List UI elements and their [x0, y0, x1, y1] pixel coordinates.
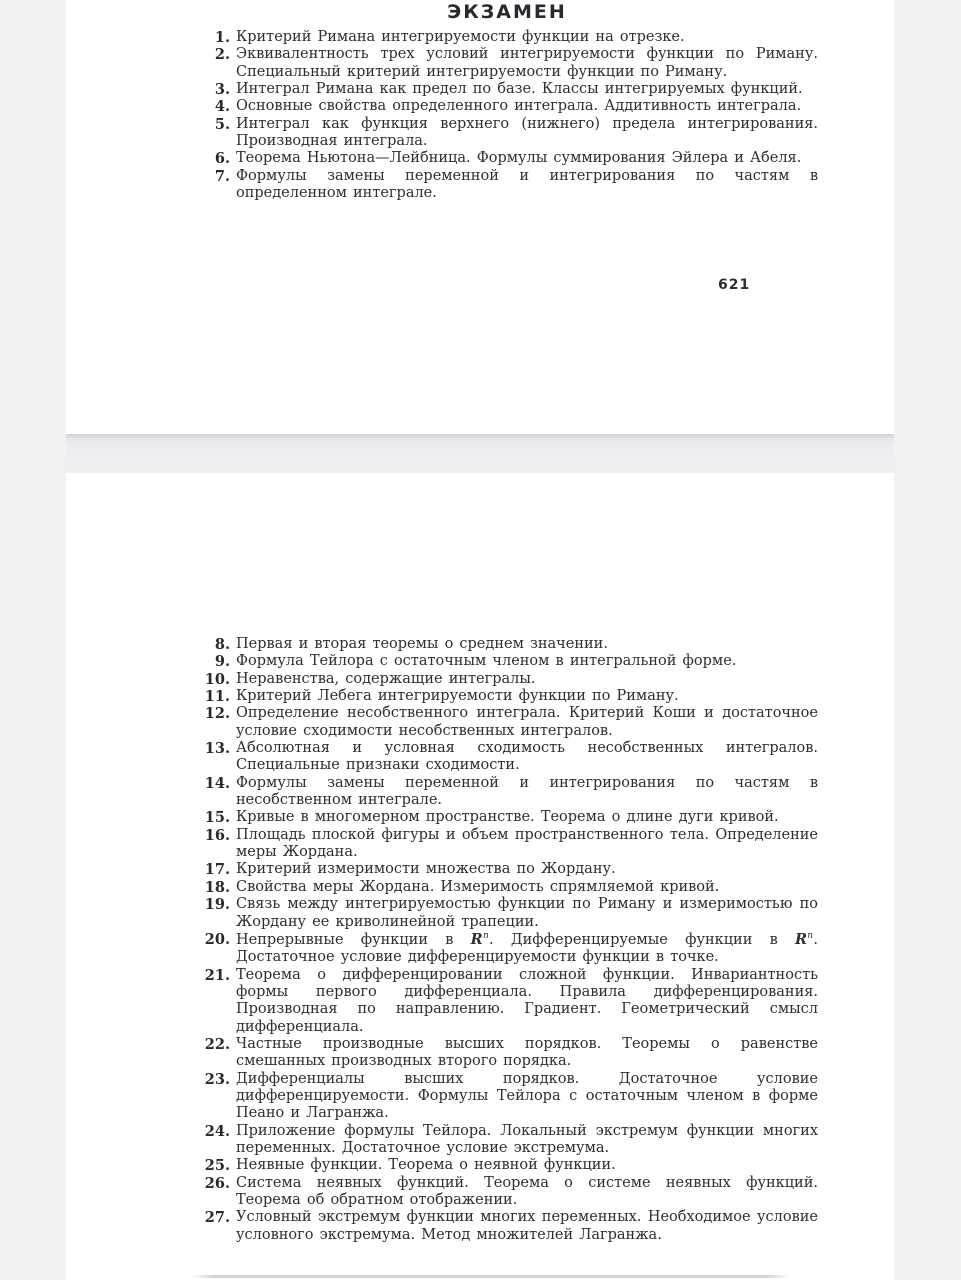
exam-question-item	[214, 115, 818, 151]
item-text: Интеграл Римана как предел по базе. Классы интегрируемых функций.	[236, 81, 803, 98]
exam-question-item	[214, 150, 818, 168]
exam-question-item	[204, 1209, 818, 1244]
item-number: 6.	[214, 150, 230, 168]
exam-question-item	[204, 966, 818, 1036]
item-text: Площадь плоской фигуры и объем пространственного тела. Определение меры Жордана.	[236, 826, 818, 861]
item-text: Система неявных функций. Теорема о системе неявных функций. Теорема об обратном отображении.	[236, 1174, 818, 1208]
exam-question-item	[214, 167, 818, 203]
item-number: 15.	[204, 809, 230, 827]
item-text: Частные производные высших порядков. Теоремы о равенстве смешанных производных второго порядка.	[236, 1035, 818, 1070]
item-text: Свойства меры Жордана. Измеримость спрямляемой кривой.	[236, 878, 720, 895]
item-text: Неявные функции. Теорема о неявной функции.	[236, 1157, 616, 1174]
book-page-2	[66, 473, 894, 1280]
exam-question-item	[204, 705, 818, 740]
item-text: Теорема о дифференцировании сложной функции. Инвариантность формы первого дифференциала. Правила дифференцирования. Производная по направлению. Градиент. Геометрический смысл дифференциала.	[236, 966, 818, 1035]
item-text: Кривые в многомерном пространстве. Теорема о длине дуги кривой.	[236, 809, 779, 826]
item-text: Теорема Ньютона—Лейбница. Формулы суммирования Эйлера и Абеля.	[236, 150, 802, 167]
exam-question-item	[204, 1035, 818, 1071]
item-number: 23.	[204, 1070, 230, 1088]
exam-question-item	[204, 1157, 818, 1175]
cutoff-text-line	[190, 1275, 790, 1278]
item-number: 22.	[204, 1035, 230, 1053]
item-text: Приложение формулы Тейлора. Локальный экстремум функции многих переменных. Достаточное условие экстремума.	[236, 1122, 818, 1156]
item-text: Критерий Лебега интегрируемости функции по Риману.	[236, 688, 679, 705]
item-text: Условный экстремум функции многих переменных. Необходимое условие условного экстремума. Метод множителей Лагранжа.	[236, 1209, 818, 1243]
exam-question-item	[214, 636, 818, 653]
exam-question-item	[204, 896, 818, 931]
exam-question-item	[204, 826, 818, 862]
exam-question-item	[214, 98, 818, 116]
item-text: Интеграл как функция верхнего (нижнего) предела интегрирования. Производная интеграла.	[236, 115, 818, 150]
page-title: ЭКЗАМЕН	[447, 1, 567, 23]
item-text: Формулы замены переменной и интегрирования по частям в определенном интеграле.	[236, 167, 818, 202]
item-text: Дифференциалы высших порядков. Достаточное условие дифференцируемости. Формулы Тейлора с остаточным членом в форме Пеано и Лагранжа.	[236, 1070, 818, 1122]
item-text: Абсолютная и условная сходимость несобственных интегралов. Специальные признаки сходимости.	[236, 740, 818, 774]
item-text: Формулы замены переменной и интегрирования по частям в несобственном интеграле.	[236, 774, 818, 809]
item-number: 21.	[204, 966, 230, 984]
item-number: 26.	[204, 1174, 230, 1192]
exam-question-item	[204, 740, 818, 775]
page-separator-gap	[66, 434, 894, 473]
item-text: Основные свойства определенного интеграла. Аддитивность интеграла.	[236, 98, 802, 115]
item-number: 17.	[204, 861, 230, 879]
exam-question-item	[204, 1174, 818, 1210]
item-text: Критерий Римана интегрируемости функции на отрезке.	[236, 29, 685, 45]
exam-question-item	[204, 809, 818, 827]
item-text: Определение несобственного интеграла. Критерий Коши и достаточное условие сходимости несобственных интегралов.	[236, 705, 818, 739]
item-number: 18.	[204, 878, 230, 896]
exam-question-item	[204, 670, 818, 688]
exam-question-item	[214, 81, 818, 99]
exam-question-list-1	[214, 29, 818, 202]
exam-question-item	[214, 653, 818, 671]
item-number: 7.	[214, 167, 230, 185]
exam-question-item	[204, 1070, 818, 1123]
item-number: 27.	[204, 1209, 230, 1227]
item-number: 16.	[204, 826, 230, 844]
item-number: 20.	[204, 930, 230, 948]
item-text: Формула Тейлора с остаточным членом в интегральной форме.	[236, 653, 737, 670]
exam-question-item	[204, 861, 818, 879]
exam-question-item	[204, 1122, 818, 1158]
item-number: 25.	[204, 1157, 230, 1175]
item-number: 14.	[204, 774, 230, 792]
item-number: 10.	[204, 670, 230, 688]
item-number: 19.	[204, 896, 230, 914]
exam-question-list-2	[204, 636, 818, 1244]
item-number: 4.	[214, 98, 230, 116]
item-number: 13.	[204, 740, 230, 758]
item-number: 9.	[214, 653, 230, 671]
exam-question-item	[204, 774, 818, 810]
exam-question-item	[214, 29, 818, 46]
item-number: 12.	[204, 705, 230, 723]
item-text: Неравенства, содержащие интегралы.	[236, 670, 536, 687]
item-number: 8.	[214, 636, 230, 653]
item-number: 5.	[214, 115, 230, 133]
item-number: 11.	[204, 688, 230, 706]
item-text: Первая и вторая теоремы о среднем значении.	[236, 636, 608, 652]
book-page-1	[66, 0, 894, 434]
item-text: Эквивалентность трех условий интегрируемости функции по Риману. Специальный критерий интегрируемости функции по Риману.	[236, 46, 818, 80]
exam-question-item	[204, 688, 818, 706]
item-text: Непрерывные функции в $R^n$. Дифференцируемые функции в $R^n$. Достаточное условие дифференцируемости функции в точке.	[236, 930, 818, 966]
page-number: 621	[718, 277, 751, 293]
item-text: Критерий измеримости множества по Жордану.	[236, 861, 616, 878]
item-number: 3.	[214, 81, 230, 99]
exam-question-item	[204, 930, 818, 967]
item-number: 24.	[204, 1122, 230, 1140]
exam-question-item	[204, 878, 818, 896]
item-number: 1.	[214, 29, 230, 46]
exam-question-item	[214, 46, 818, 81]
item-number: 2.	[214, 46, 230, 64]
item-text: Связь между интегрируемостью функции по Риману и измеримостью по Жордану ее криволинейной трапеции.	[236, 896, 818, 930]
